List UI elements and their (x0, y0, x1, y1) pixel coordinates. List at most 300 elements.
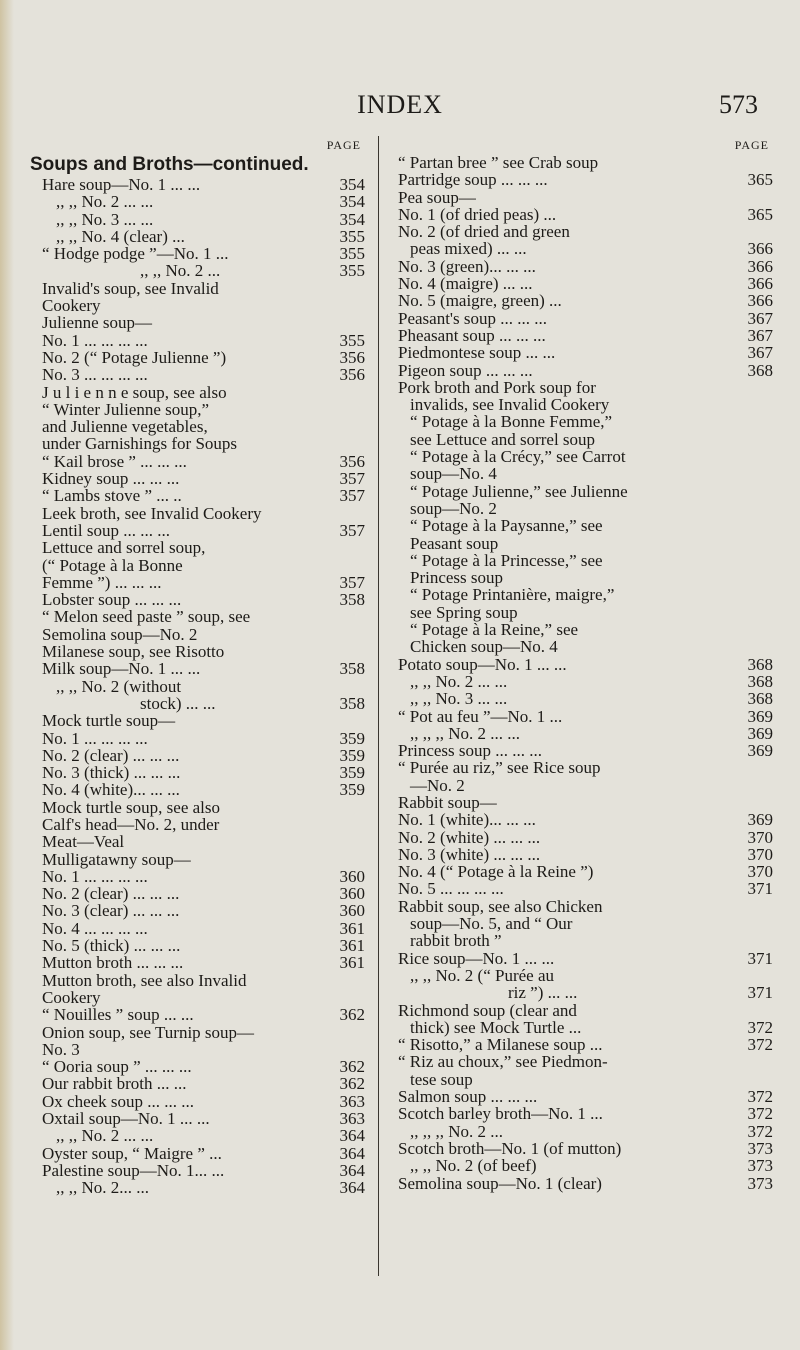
entry-text: No. 4 (maigre) ... ... (398, 274, 533, 294)
index-entry (398, 777, 773, 794)
entry-page-number: 356 (339, 451, 365, 471)
entry-page-number: 359 (339, 763, 365, 783)
left-column (30, 136, 365, 1197)
index-entry (30, 799, 365, 816)
index-entry (398, 1088, 773, 1105)
index-entry (398, 811, 773, 828)
entry-text: “ Potage à la Paysanne,” see (410, 516, 603, 536)
entry-text: “ Potage à la Bonne Femme,” (410, 412, 613, 432)
entry-text: Pheasant soup ... ... ... (398, 325, 546, 345)
entry-page-number: 372 (747, 1121, 773, 1141)
entry-text: Oxtail soup—No. 1 ... ... (42, 1109, 210, 1129)
index-entry (30, 1145, 365, 1162)
entry-page-number: 373 (747, 1138, 773, 1158)
entry-text: No. 1 ... ... ... ... (42, 330, 148, 350)
entry-page-number: 372 (747, 1017, 773, 1037)
index-entry (30, 211, 365, 228)
index-entry (30, 539, 365, 556)
entry-text: soup—No. 5, and “ Our (410, 914, 573, 934)
index-entry (30, 176, 365, 193)
entry-text: ,, ,, ,, No. 2 ... (410, 1121, 504, 1141)
entry-text: “ Winter Julienne soup,” (42, 399, 210, 419)
index-entry (398, 984, 773, 1001)
entry-text: Peasant's soup ... ... ... (398, 308, 547, 328)
index-entry (398, 483, 773, 500)
entry-text: No. 1 ... ... ... ... (42, 728, 148, 748)
entry-page-number: 363 (339, 1109, 365, 1129)
entry-text: Calf's head—No. 2, under (42, 814, 220, 834)
entry-text: Oyster soup, “ Maigre ” ... (42, 1143, 222, 1163)
entry-text: No. 1 (white)... ... ... (398, 810, 536, 830)
index-entry (30, 522, 365, 539)
index-entry (30, 245, 365, 262)
entry-text: Mutton broth, see also Invalid (42, 970, 247, 990)
entry-text: ,, ,, No. 2 ... ... (56, 192, 154, 212)
entry-page-number: 362 (339, 1074, 365, 1094)
entry-page-number: 370 (747, 862, 773, 882)
index-entry (398, 569, 773, 586)
index-entry (398, 275, 773, 292)
index-entry (398, 708, 773, 725)
index-entry (30, 833, 365, 850)
index-entry (398, 362, 773, 379)
entry-text: under Garnishings for Soups (42, 434, 238, 454)
section-heading (30, 154, 365, 176)
index-entry (398, 880, 773, 897)
entry-page-number: 369 (747, 706, 773, 726)
entry-page-number: 364 (339, 1160, 365, 1180)
entry-text: Invalid's soup, see Invalid (42, 278, 219, 298)
entry-text: No. 3 ... ... ... ... (42, 365, 148, 385)
entry-text: see Spring soup (410, 602, 518, 622)
index-entry (30, 1024, 365, 1041)
index-entry (398, 604, 773, 621)
entry-page-number: 357 (339, 520, 365, 540)
index-entry (398, 863, 773, 880)
entry-text: Rice soup—No. 1 ... ... (398, 948, 555, 968)
index-entry (30, 989, 365, 1006)
index-entry (30, 487, 365, 504)
index-entry (30, 591, 365, 608)
entry-page-number: 365 (747, 204, 773, 224)
index-entry (398, 206, 773, 223)
index-entry (30, 435, 365, 452)
entry-page-number: 357 (339, 486, 365, 506)
entry-page-number: 366 (747, 256, 773, 276)
entry-text: riz ”) ... ... (508, 983, 578, 1003)
entry-text: invalids, see Invalid Cookery (410, 395, 610, 415)
entry-page-number: 361 (339, 936, 365, 956)
entry-text: Cookery (42, 987, 101, 1007)
index-entry (30, 384, 365, 401)
index-entry (398, 1105, 773, 1122)
page-header (0, 90, 800, 130)
entry-text: Kidney soup ... ... ... (42, 469, 180, 489)
index-entry (398, 240, 773, 257)
entry-text: “ Lambs stove ” ... .. (42, 486, 182, 506)
entry-text: tese soup (410, 1069, 473, 1089)
entry-text: Scotch barley broth—No. 1 ... (398, 1104, 603, 1124)
entry-page-number: 369 (747, 810, 773, 830)
entry-page-number: 368 (747, 689, 773, 709)
entry-text: ,, ,, No. 2 ... ... (56, 1126, 154, 1146)
entry-text: No. 3 (green)... ... ... (398, 256, 536, 276)
index-entry (30, 1093, 365, 1110)
entry-page-number: 360 (339, 901, 365, 921)
index-entry (30, 228, 365, 245)
index-entry (30, 954, 365, 971)
index-entry (398, 1175, 773, 1192)
index-entry (30, 851, 365, 868)
entry-text: “ Nouilles ” soup ... ... (42, 1005, 194, 1025)
index-entry (30, 314, 365, 331)
entry-page-number: 355 (339, 330, 365, 350)
entry-text: No. 5 (maigre, green) ... (398, 291, 562, 311)
entry-text: No. 3 (thick) ... ... ... (42, 763, 181, 783)
entry-page-number: 367 (747, 325, 773, 345)
index-entry (398, 932, 773, 949)
entry-text: Milanese soup, see Risotto (42, 642, 225, 662)
index-entry (398, 915, 773, 932)
entry-text: Mock turtle soup, see also (42, 797, 220, 817)
index-entry (30, 695, 365, 712)
index-entry (30, 885, 365, 902)
entry-text: No. 2 (white) ... ... ... (398, 827, 541, 847)
index-entry (30, 297, 365, 314)
entry-text: Pigeon soup ... ... ... (398, 360, 533, 380)
entry-page-number: 371 (747, 879, 773, 899)
index-entry (30, 1075, 365, 1092)
index-entry (398, 465, 773, 482)
index-entry (398, 171, 773, 188)
entry-page-number: 359 (339, 780, 365, 800)
index-entry (398, 1036, 773, 1053)
entry-text: “ Hodge podge ”—No. 1 ... (42, 244, 229, 264)
index-entry (30, 1041, 365, 1058)
entry-text: No. 2 (clear) ... ... ... (42, 884, 180, 904)
right-index-entries (398, 154, 773, 1192)
entry-text: Femme ”) ... ... ... (42, 572, 162, 592)
entry-text: No. 2 (clear) ... ... ... (42, 745, 180, 765)
entry-page-number: 364 (339, 1178, 365, 1198)
entry-page-number: 370 (747, 844, 773, 864)
entry-text: “ Risotto,” a Milanese soup ... (398, 1035, 603, 1055)
entry-text: Peasant soup (410, 533, 499, 553)
entry-text: No. 3 (clear) ... ... ... (42, 901, 180, 921)
index-entry (30, 505, 365, 522)
index-entry (30, 1110, 365, 1127)
index-entry (398, 829, 773, 846)
entry-text: Partridge soup ... ... ... (398, 170, 548, 190)
entry-text: Pork broth and Pork soup for (398, 377, 596, 397)
index-entry (30, 418, 365, 435)
index-entry (398, 656, 773, 673)
index-entry (398, 379, 773, 396)
column-divider (378, 136, 379, 1276)
index-entry (398, 396, 773, 413)
index-entry (398, 967, 773, 984)
index-entry (398, 621, 773, 638)
entry-text: No. 5 ... ... ... ... (398, 879, 504, 899)
entry-text: Mulligatawny soup— (42, 849, 191, 869)
index-entry (30, 349, 365, 366)
index-entry (30, 626, 365, 643)
entry-page-number: 360 (339, 866, 365, 886)
entry-text: Soups and Broths—continued. (30, 154, 309, 175)
entry-text: No. 2 (“ Potage Julienne ”) (42, 347, 227, 367)
entry-page-number: 361 (339, 953, 365, 973)
entry-text: —No. 2 (410, 775, 465, 795)
index-entry (398, 500, 773, 517)
entry-text: No. 4 (white)... ... ... (42, 780, 180, 800)
entry-page-number: 366 (747, 239, 773, 259)
entry-text: “ Potage à la Princesse,” see (410, 550, 603, 570)
entry-page-number: 368 (747, 654, 773, 674)
entry-text: Mutton broth ... ... ... (42, 953, 184, 973)
entry-text: “ Riz au choux,” see Piedmon- (398, 1052, 608, 1072)
entry-text: No. 1 (of dried peas) ... (398, 204, 557, 224)
entry-text: “ Potage à la Crécy,” see Carrot (410, 447, 626, 467)
index-entry (398, 327, 773, 344)
entry-text: Lettuce and sorrel soup, (42, 538, 206, 558)
entry-text: ,, ,, No. 4 (clear) ... (56, 226, 185, 246)
entry-text: Palestine soup—No. 1... ... (42, 1160, 225, 1180)
entry-text: Potato soup—No. 1 ... ... (398, 654, 567, 674)
entry-page-number: 357 (339, 469, 365, 489)
index-entry (398, 535, 773, 552)
index-title: INDEX (357, 90, 443, 119)
index-entry (398, 1002, 773, 1019)
entry-page-number: 369 (747, 741, 773, 761)
index-entry (30, 280, 365, 297)
entry-text: Meat—Veal (42, 832, 125, 852)
entry-text: ,, ,, No. 3 ... ... (410, 689, 508, 709)
index-entry (398, 431, 773, 448)
entry-text: ,, ,, ,, No. 2 ... ... (410, 723, 521, 743)
index-entry (398, 1123, 773, 1140)
entry-page-number: 371 (747, 983, 773, 1003)
index-entry (398, 1157, 773, 1174)
entry-text: “ Potage à la Reine,” see (410, 620, 579, 640)
entry-text: see Lettuce and sorrel soup (410, 429, 596, 449)
page-binding-edge (0, 0, 14, 1350)
entry-text: Our rabbit broth ... ... (42, 1074, 187, 1094)
entry-page-number: 368 (747, 671, 773, 691)
index-entry (30, 1006, 365, 1023)
entry-text: No. 4 (“ Potage à la Reine ”) (398, 862, 594, 882)
index-entry (30, 470, 365, 487)
entry-page-number: 373 (747, 1156, 773, 1176)
entry-text: “ Kail brose ” ... ... ... (42, 451, 187, 471)
entry-text: Semolina soup—No. 1 (clear) (398, 1173, 602, 1193)
index-entry (30, 1162, 365, 1179)
index-entry (398, 638, 773, 655)
index-entry (398, 1140, 773, 1157)
index-entry (398, 1019, 773, 1036)
entry-text: ,, ,, No. 2 (“ Purée au (410, 965, 554, 985)
entry-text: Semolina soup—No. 2 (42, 624, 198, 644)
entry-page-number: 354 (339, 209, 365, 229)
entry-text: Rabbit soup, see also Chicken (398, 896, 603, 916)
index-entry (30, 193, 365, 210)
entry-text: and Julienne vegetables, (42, 417, 208, 437)
index-entry (398, 950, 773, 967)
index-entry (398, 742, 773, 759)
index-entry (398, 1071, 773, 1088)
entry-page-number: 367 (747, 308, 773, 328)
entry-page-number: 367 (747, 343, 773, 363)
index-entry (30, 902, 365, 919)
entry-text: No. 3 (white) ... ... ... (398, 844, 541, 864)
index-entry (30, 1127, 365, 1144)
index-entry (30, 678, 365, 695)
index-entry (30, 730, 365, 747)
entry-text: Pea soup— (398, 187, 476, 207)
entry-page-number: 356 (339, 347, 365, 367)
index-entry (30, 557, 365, 574)
entry-page-number: 372 (747, 1035, 773, 1055)
entry-text: ,, ,, No. 3 ... ... (56, 209, 154, 229)
entry-text: Lobster soup ... ... ... (42, 590, 182, 610)
entry-page-number: 363 (339, 1091, 365, 1111)
index-entry (398, 517, 773, 534)
entry-text: No. 5 (thick) ... ... ... (42, 936, 181, 956)
entry-text: thick) see Mock Turtle ... (410, 1017, 582, 1037)
index-entry (398, 258, 773, 275)
entry-page-number: 366 (747, 274, 773, 294)
entry-text: ,, ,, No. 2 ... (140, 261, 221, 281)
entry-text: “ Purée au riz,” see Rice soup (398, 758, 601, 778)
entry-text: No. 2 (of dried and green (398, 222, 570, 242)
index-entry (30, 1179, 365, 1196)
index-entry (30, 712, 365, 729)
page-column-label: PAGE (734, 138, 769, 152)
index-entry (398, 846, 773, 863)
index-entry (398, 586, 773, 603)
entry-text: ,, ,, No. 2 ... ... (410, 671, 508, 691)
page-column-label: PAGE (326, 138, 361, 152)
index-entry (398, 552, 773, 569)
right-column (398, 136, 773, 1192)
entry-text: J u l i e n n e soup, see also (42, 382, 227, 402)
entry-page-number: 358 (339, 693, 365, 713)
entry-text: stock) ... ... (140, 693, 216, 713)
entry-page-number: 368 (747, 360, 773, 380)
index-entry (30, 608, 365, 625)
index-entry (398, 344, 773, 361)
entry-page-number: 360 (339, 884, 365, 904)
entry-text: Piedmontese soup ... ... (398, 343, 556, 363)
entry-text: ,, ,, No. 2 (without (56, 676, 182, 696)
entry-text: Salmon soup ... ... ... (398, 1087, 538, 1107)
entry-text: Princess soup ... ... ... (398, 741, 543, 761)
entry-page-number: 369 (747, 723, 773, 743)
index-entry (30, 453, 365, 470)
entry-page-number: 365 (747, 170, 773, 190)
entry-text: “ Pot au feu ”—No. 1 ... (398, 706, 563, 726)
index-entry (30, 332, 365, 349)
index-entry (30, 262, 365, 279)
entry-text: “ Ooria soup ” ... ... ... (42, 1057, 192, 1077)
entry-text: peas mixed) ... ... (410, 239, 527, 259)
index-entry (30, 972, 365, 989)
entry-page-number: 362 (339, 1057, 365, 1077)
index-entry (30, 937, 365, 954)
entry-text: Onion soup, see Turnip soup— (42, 1022, 255, 1042)
index-entry (398, 725, 773, 742)
entry-text: No. 4 ... ... ... ... (42, 918, 148, 938)
entry-text: rabbit broth ” (410, 931, 502, 951)
entry-text: Leek broth, see Invalid Cookery (42, 503, 262, 523)
entry-page-number: 370 (747, 827, 773, 847)
entry-text: soup—No. 2 (410, 498, 497, 518)
index-entry (398, 154, 773, 171)
entry-text: Milk soup—No. 1 ... ... (42, 659, 201, 679)
entry-page-number: 358 (339, 590, 365, 610)
left-index-entries (30, 154, 365, 1197)
index-entry (30, 643, 365, 660)
entry-text: “ Partan bree ” see Crab soup (398, 153, 599, 172)
entry-text: (“ Potage à la Bonne (42, 555, 183, 575)
entry-page-number: 361 (339, 918, 365, 938)
entry-page-number: 357 (339, 572, 365, 592)
entry-text: Rabbit soup— (398, 792, 497, 812)
index-entry (398, 759, 773, 776)
entry-page-number: 372 (747, 1087, 773, 1107)
entry-text: Hare soup—No. 1 ... ... (42, 175, 201, 194)
index-entry (30, 816, 365, 833)
index-entry (30, 920, 365, 937)
index-entry (30, 781, 365, 798)
entry-text: soup—No. 4 (410, 464, 497, 484)
index-entry (30, 574, 365, 591)
entry-text: “ Potage Julienne,” see Julienne (410, 481, 628, 501)
index-entry (30, 764, 365, 781)
entry-page-number: 355 (339, 244, 365, 264)
entry-text: Cookery (42, 296, 101, 316)
index-entry (398, 189, 773, 206)
entry-page-number: 359 (339, 728, 365, 748)
index-entry (30, 747, 365, 764)
index-entry (398, 413, 773, 430)
entry-text: ,, ,, No. 2 (of beef) (410, 1156, 537, 1176)
entry-text: Princess soup (410, 568, 504, 588)
entry-page-number: 362 (339, 1005, 365, 1025)
entry-text: Richmond soup (clear and (398, 1000, 577, 1020)
entry-page-number: 354 (339, 175, 365, 194)
entry-text: Ox cheek soup ... ... ... (42, 1091, 195, 1111)
index-entry (30, 1058, 365, 1075)
index-entry (398, 292, 773, 309)
entry-page-number: 354 (339, 192, 365, 212)
entry-text: Chicken soup—No. 4 (410, 637, 558, 657)
index-entry (398, 673, 773, 690)
entry-page-number: 356 (339, 365, 365, 385)
index-entry (398, 794, 773, 811)
entry-page-number: 373 (747, 1173, 773, 1193)
entry-page-number: 366 (747, 291, 773, 311)
entry-page-number: 355 (339, 226, 365, 246)
index-entry (30, 401, 365, 418)
index-entry (398, 223, 773, 240)
entry-text: No. 3 (42, 1039, 80, 1059)
entry-text: No. 1 ... ... ... ... (42, 866, 148, 886)
entry-text: ,, ,, No. 2... ... (56, 1178, 150, 1198)
entry-text: Scotch broth—No. 1 (of mutton) (398, 1138, 622, 1158)
index-entry (30, 366, 365, 383)
entry-text: Lentil soup ... ... ... (42, 520, 170, 540)
index-entry (398, 310, 773, 327)
